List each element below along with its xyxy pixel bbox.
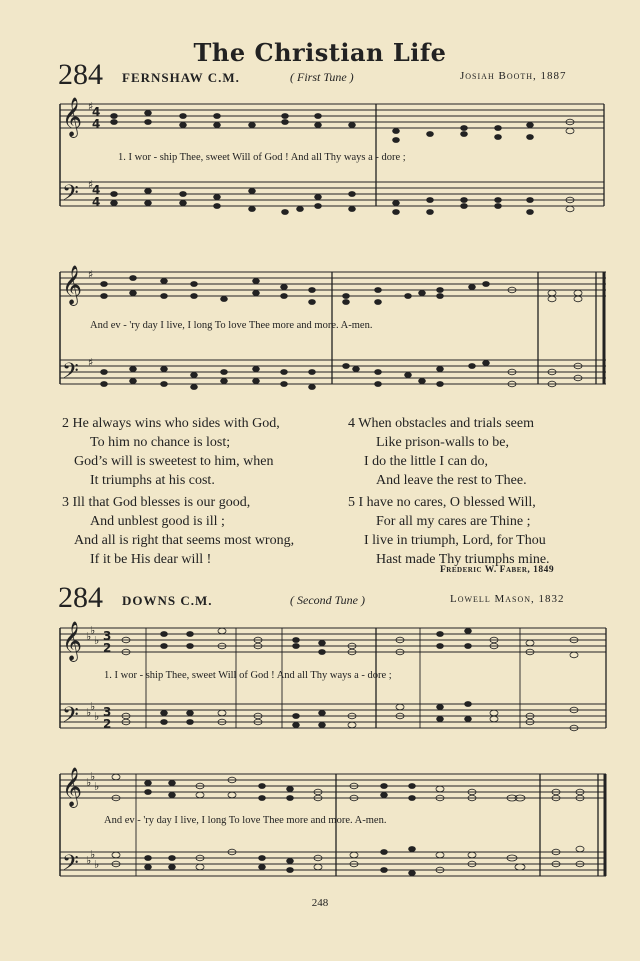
svg-text:4: 4 (92, 117, 101, 131)
verse-2 (62, 414, 280, 490)
svg-text:𝄢: 𝄢 (62, 703, 79, 733)
svg-text:4: 4 (92, 195, 101, 209)
lyric-second-line-1: 1. I wor - ship Thee, sweet Will of God ! And all Thy ways a - dore ; (104, 670, 392, 681)
svg-text:♭: ♭ (94, 780, 100, 793)
svg-text:𝄞: 𝄞 (62, 767, 83, 807)
verse-3-line-2: And unblest good is ill ; (90, 514, 225, 529)
svg-text:♭: ♭ (94, 634, 100, 647)
svg-text:♭: ♭ (86, 706, 92, 719)
verse-2-line-4: It triumphs at his cost. (90, 473, 215, 488)
svg-text:♭: ♭ (90, 700, 96, 713)
svg-text:3: 3 (103, 705, 112, 719)
hymn-number-first: 284 (58, 58, 103, 91)
staff-system-2-treble (60, 272, 606, 296)
verse-5 (348, 493, 550, 569)
section-title: The Christian Life (193, 38, 447, 67)
verse-5-line-4: Hast made Thy triumphs mine. (376, 552, 550, 567)
staff-system-4-treble (60, 774, 606, 798)
svg-text:𝄢: 𝄢 (62, 851, 79, 881)
tune-name-second: DOWNS C.M. (122, 593, 213, 608)
verse-2-line-1: 2 He always wins who sides with God, (62, 416, 280, 431)
page-number: 248 (311, 897, 329, 909)
svg-text:𝄞: 𝄞 (62, 265, 83, 305)
svg-text:♭: ♭ (94, 710, 100, 723)
svg-text:𝄢: 𝄢 (62, 181, 79, 211)
verse-5-line-2: For all my cares are Thine ; (376, 514, 531, 529)
verse-2-line-2: To him no chance is lost; (90, 435, 231, 450)
composer-second: Lowell Mason, 1832 (450, 593, 565, 605)
staff-system-1-treble (60, 104, 604, 128)
verse-2-line-3: God’s will is sweetest to him, when (74, 454, 274, 469)
svg-text:2: 2 (103, 641, 112, 655)
verse-3-line-3: And all is right that seems most wrong, (74, 533, 295, 548)
verse-4-line-2: Like prison-walls to be, (376, 435, 509, 450)
svg-text:♭: ♭ (90, 770, 96, 783)
composer-first: Josiah Booth, 1887 (460, 70, 567, 82)
svg-text:𝄢: 𝄢 (62, 359, 79, 389)
svg-text:♭: ♭ (86, 630, 92, 643)
svg-text:♯: ♯ (88, 268, 94, 281)
verse-3-line-1: 3 Ill that God blesses is our good, (62, 495, 251, 510)
verse-5-line-1: 5 I have no cares, O blessed Will, (348, 495, 536, 510)
verse-author: Frederic W. Faber, 1849 (440, 565, 555, 575)
verse-4-line-1: 4 When obstacles and trials seem (348, 416, 534, 431)
lyric-first-line-1: 1. I wor - ship Thee, sweet Will of God ! And all Thy ways a - dore ; (118, 152, 406, 163)
lyric-first-line-2: And ev - 'ry day I live, I long To love Thee more and more. A-men. (90, 320, 373, 331)
svg-text:♭: ♭ (90, 624, 96, 637)
tune-name-first: FERNSHAW C.M. (122, 70, 240, 85)
tune-note-first: ( First Tune ) (290, 70, 354, 84)
staff-system-3-bass (60, 704, 606, 728)
staff-system-2-bass (60, 360, 606, 384)
hymn-number-second: 284 (58, 581, 103, 614)
staff-system-1-bass (60, 182, 604, 206)
staff-system-4-bass (60, 852, 606, 876)
svg-text:𝄞: 𝄞 (62, 621, 83, 661)
svg-text:♯: ♯ (88, 178, 94, 191)
verse-4 (348, 414, 534, 490)
staff-system-3-treble (60, 628, 606, 652)
svg-text:4: 4 (92, 105, 101, 119)
verse-5-line-3: I live in triumph, Lord, for Thou (364, 533, 546, 548)
svg-text:♭: ♭ (90, 848, 96, 861)
verse-3-line-4: If it be His dear will ! (90, 552, 212, 567)
verse-3 (62, 493, 294, 569)
verse-4-line-3: I do the little I can do, (364, 454, 489, 469)
verse-4-line-4: And leave the rest to Thee. (376, 473, 527, 488)
svg-text:♭: ♭ (94, 858, 100, 871)
svg-text:♭: ♭ (86, 776, 92, 789)
svg-text:3: 3 (103, 629, 112, 643)
svg-text:♯: ♯ (88, 100, 94, 113)
lyric-second-line-2: And ev - 'ry day I live, I long To love Thee more and more. A-men. (104, 815, 387, 826)
svg-text:4: 4 (92, 183, 101, 197)
svg-text:♭: ♭ (86, 854, 92, 867)
tune-note-second: ( Second Tune ) (290, 593, 365, 607)
svg-text:♯: ♯ (88, 356, 94, 369)
svg-text:𝄞: 𝄞 (62, 97, 83, 137)
svg-text:2: 2 (103, 717, 112, 731)
